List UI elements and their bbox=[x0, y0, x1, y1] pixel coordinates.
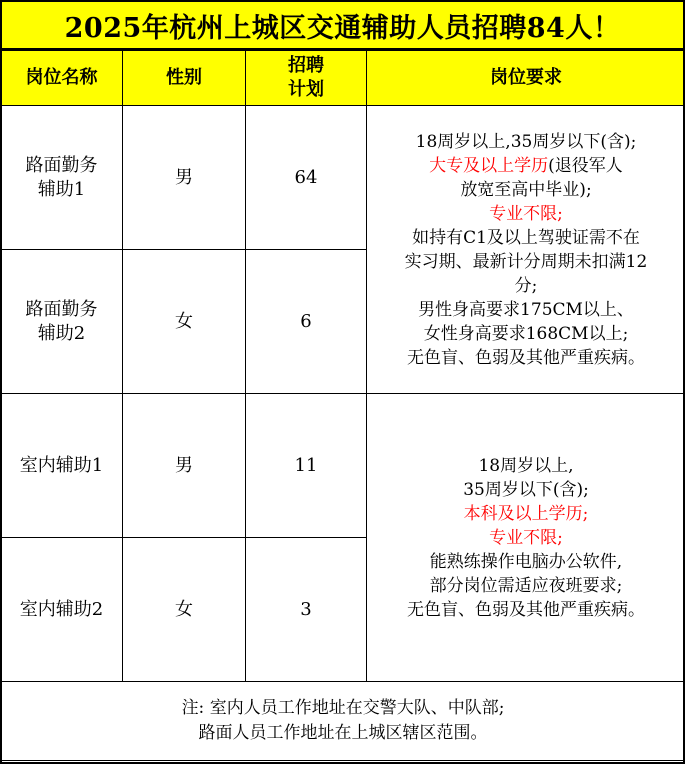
req-line: 无色盲、色弱及其他严重疾病。 bbox=[407, 599, 645, 620]
note-line: 路面人员工作地址在上城区辖区范围。 bbox=[198, 723, 488, 743]
header-requirements: 岗位要求 bbox=[367, 51, 685, 106]
count-cell: 64 bbox=[246, 106, 367, 250]
req-major-highlight: 专业不限; bbox=[489, 527, 563, 548]
gender-cell: 女 bbox=[123, 250, 246, 394]
req-line: 部分岗位需适应夜班要求; bbox=[429, 575, 623, 596]
count-cell: 6 bbox=[246, 250, 367, 394]
req-line: 能熟练操作电脑办公软件, bbox=[429, 551, 623, 572]
header-row bbox=[1, 51, 685, 106]
req-line: 实习期、最新计分周期未扣满12 bbox=[404, 251, 648, 272]
count-cell: 3 bbox=[246, 538, 367, 682]
table-row bbox=[1, 394, 685, 538]
table-row bbox=[1, 106, 685, 250]
req-line-rest: (退役军人 bbox=[548, 155, 623, 176]
header-position: 岗位名称 bbox=[1, 51, 123, 106]
req-education-highlight: 本科及以上学历; bbox=[463, 503, 589, 524]
req-line bbox=[371, 154, 681, 178]
note-row bbox=[1, 682, 685, 761]
note-cell bbox=[1, 682, 685, 761]
page-title: 2025年杭州上城区交通辅助人员招聘84人！ bbox=[0, 0, 685, 50]
req-line: 如持有C1及以上驾驶证需不在 bbox=[412, 227, 640, 248]
indoor-requirements-cell bbox=[367, 394, 685, 682]
road-requirements-cell bbox=[367, 106, 685, 394]
header-gender: 性别 bbox=[123, 51, 246, 106]
gender-cell: 男 bbox=[123, 394, 246, 538]
position-name-suffix: 辅助2 bbox=[37, 322, 86, 344]
header-plan-line1: 招聘 bbox=[288, 55, 324, 76]
req-line: 18周岁以上,35周岁以下(含); bbox=[415, 131, 637, 152]
req-line: 分; bbox=[514, 275, 538, 296]
header-plan bbox=[246, 51, 367, 106]
position-name: 路面勤务 bbox=[25, 154, 98, 176]
req-education-highlight: 大专及以上学历 bbox=[429, 155, 549, 176]
position-name-cell: 室内辅助1 bbox=[1, 394, 123, 538]
req-line: 男性身高要求175CM以上、 bbox=[418, 299, 634, 320]
recruitment-table bbox=[0, 50, 685, 761]
req-line: 35周岁以下(含); bbox=[463, 479, 589, 500]
gender-cell: 男 bbox=[123, 106, 246, 250]
position-name: 路面勤务 bbox=[25, 298, 98, 320]
position-name-cell: 室内辅助2 bbox=[1, 538, 123, 682]
position-name-cell bbox=[1, 250, 123, 394]
note-line: 注: 室内人员工作地址在交警大队、中队部; bbox=[181, 698, 505, 718]
req-line: 女性身高要求168CM以上; bbox=[423, 323, 629, 344]
gender-cell: 女 bbox=[123, 538, 246, 682]
req-major-highlight: 专业不限; bbox=[489, 203, 563, 224]
header-plan-line2: 计划 bbox=[288, 79, 324, 100]
position-name-cell bbox=[1, 106, 123, 250]
req-line: 无色盲、色弱及其他严重疾病。 bbox=[407, 347, 645, 368]
req-line: 放宽至高中毕业); bbox=[460, 179, 592, 200]
req-line: 18周岁以上, bbox=[478, 455, 574, 476]
position-name-suffix: 辅助1 bbox=[37, 178, 86, 200]
count-cell: 11 bbox=[246, 394, 367, 538]
